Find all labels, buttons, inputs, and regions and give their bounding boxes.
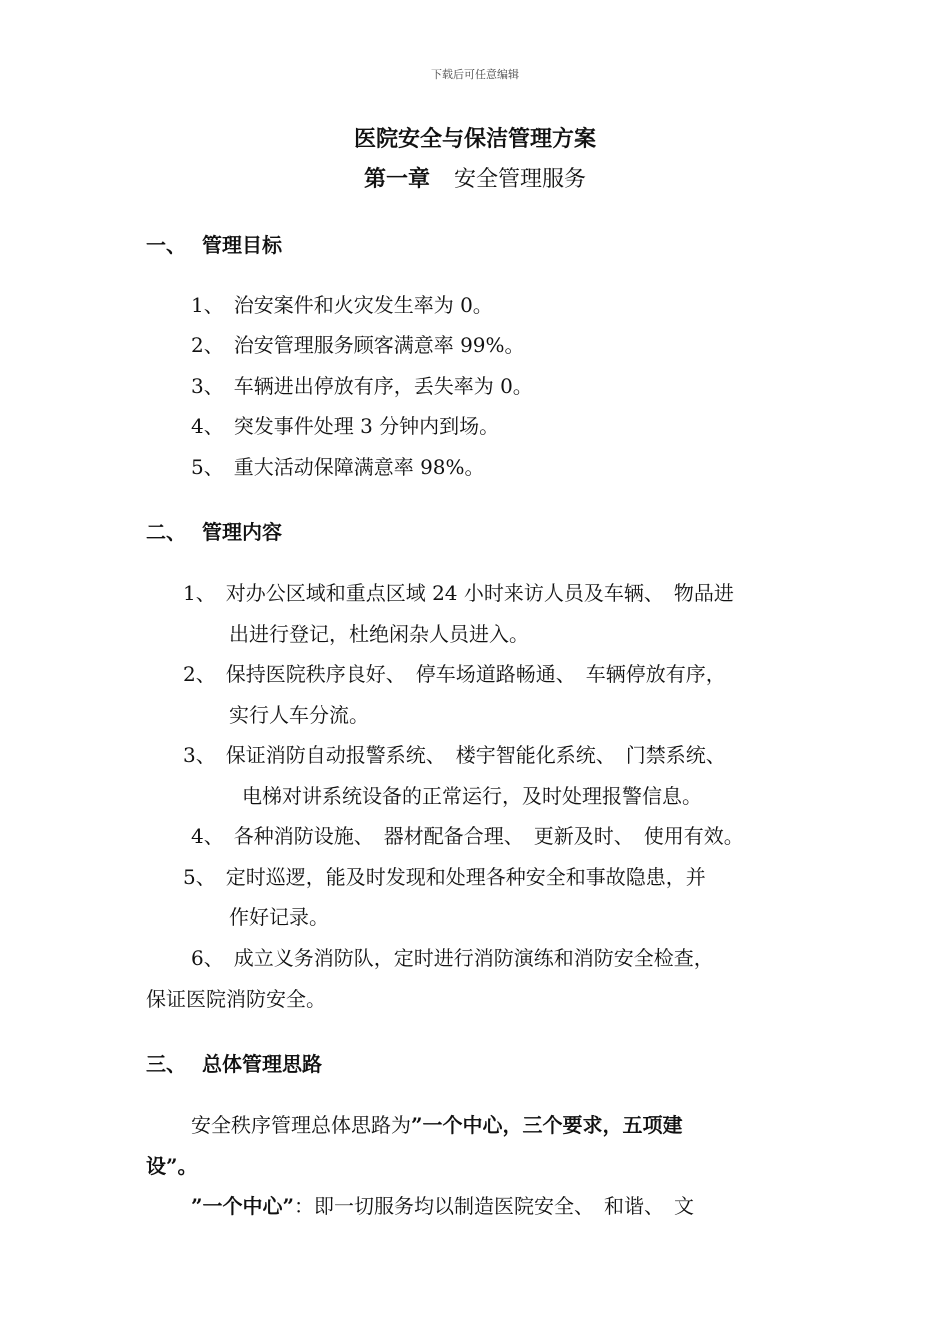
section-heading-3: [146, 1048, 322, 1077]
section-heading-2: [146, 516, 282, 545]
paragraph-emphasis: ”一个中心”: [191, 1194, 295, 1218]
page-header: 下载后可任意编辑: [431, 68, 519, 81]
content-line: 1、 对办公区域和重点区域 24 小时来访人员及车辆、 物品进: [183, 581, 734, 605]
content-line: 5、 定时巡逻，能及时发现和处理各种安全和事故隐患，并: [183, 865, 706, 889]
chapter-heading: [0, 162, 950, 193]
document-title: 医院安全与保洁管理方案: [353, 126, 596, 152]
content-line: 实行人车分流。: [229, 703, 369, 727]
goal-item: 3、 车辆进出停放有序，丢失率为 0。: [191, 374, 533, 398]
goal-item: 5、 重大活动保障满意率 98%。: [191, 455, 485, 479]
content-line: 3、 保证消防自动报警系统、 楼宇智能化系统、 门禁系统、: [183, 743, 726, 767]
paragraph-text: ：即一切服务均以制造医院安全、 和谐、 文: [294, 1194, 695, 1218]
section-number: 一、: [146, 233, 186, 257]
section-heading-1: [146, 229, 282, 258]
goal-item: 4、 突发事件处理 3 分钟内到场。: [191, 414, 500, 438]
paragraph-emphasis: ”一个中心，三个要求，五项建: [411, 1113, 683, 1137]
chapter-number: 第一章: [363, 166, 430, 192]
content-line: 4、 各种消防设施、 器材配备合理、 更新及时、 使用有效。: [191, 824, 744, 848]
chapter-name: 安全管理服务: [454, 167, 587, 192]
paragraph-line: 设”。: [146, 1154, 198, 1178]
content-line: 出进行登记，杜绝闲杂人员进入。: [229, 622, 529, 646]
paragraph-text: 安全秩序管理总体思路为: [191, 1113, 411, 1137]
content-line: 6、 成立义务消防队，定时进行消防演练和消防安全检查，: [191, 946, 714, 970]
content-line: 电梯对讲系统设备的正常运行，及时处理报警信息。: [242, 784, 702, 808]
section-number: 二、: [146, 520, 186, 544]
content-line: 保证医院消防安全。: [146, 987, 326, 1011]
paragraph-line: [191, 1190, 694, 1219]
content-line: 2、 保持医院秩序良好、 停车场道路畅通、 车辆停放有序，: [183, 662, 726, 686]
goal-item: 1、 治安案件和火灾发生率为 0。: [191, 293, 493, 317]
content-line: 作好记录。: [229, 905, 329, 929]
section-number: 三、: [146, 1052, 186, 1076]
goal-item: 2、 治安管理服务顾客满意率 99%。: [191, 333, 525, 357]
paragraph-line: [191, 1109, 683, 1138]
section-title: 管理目标: [202, 233, 282, 257]
section-title: 管理内容: [202, 520, 282, 544]
section-title: 总体管理思路: [202, 1052, 322, 1076]
